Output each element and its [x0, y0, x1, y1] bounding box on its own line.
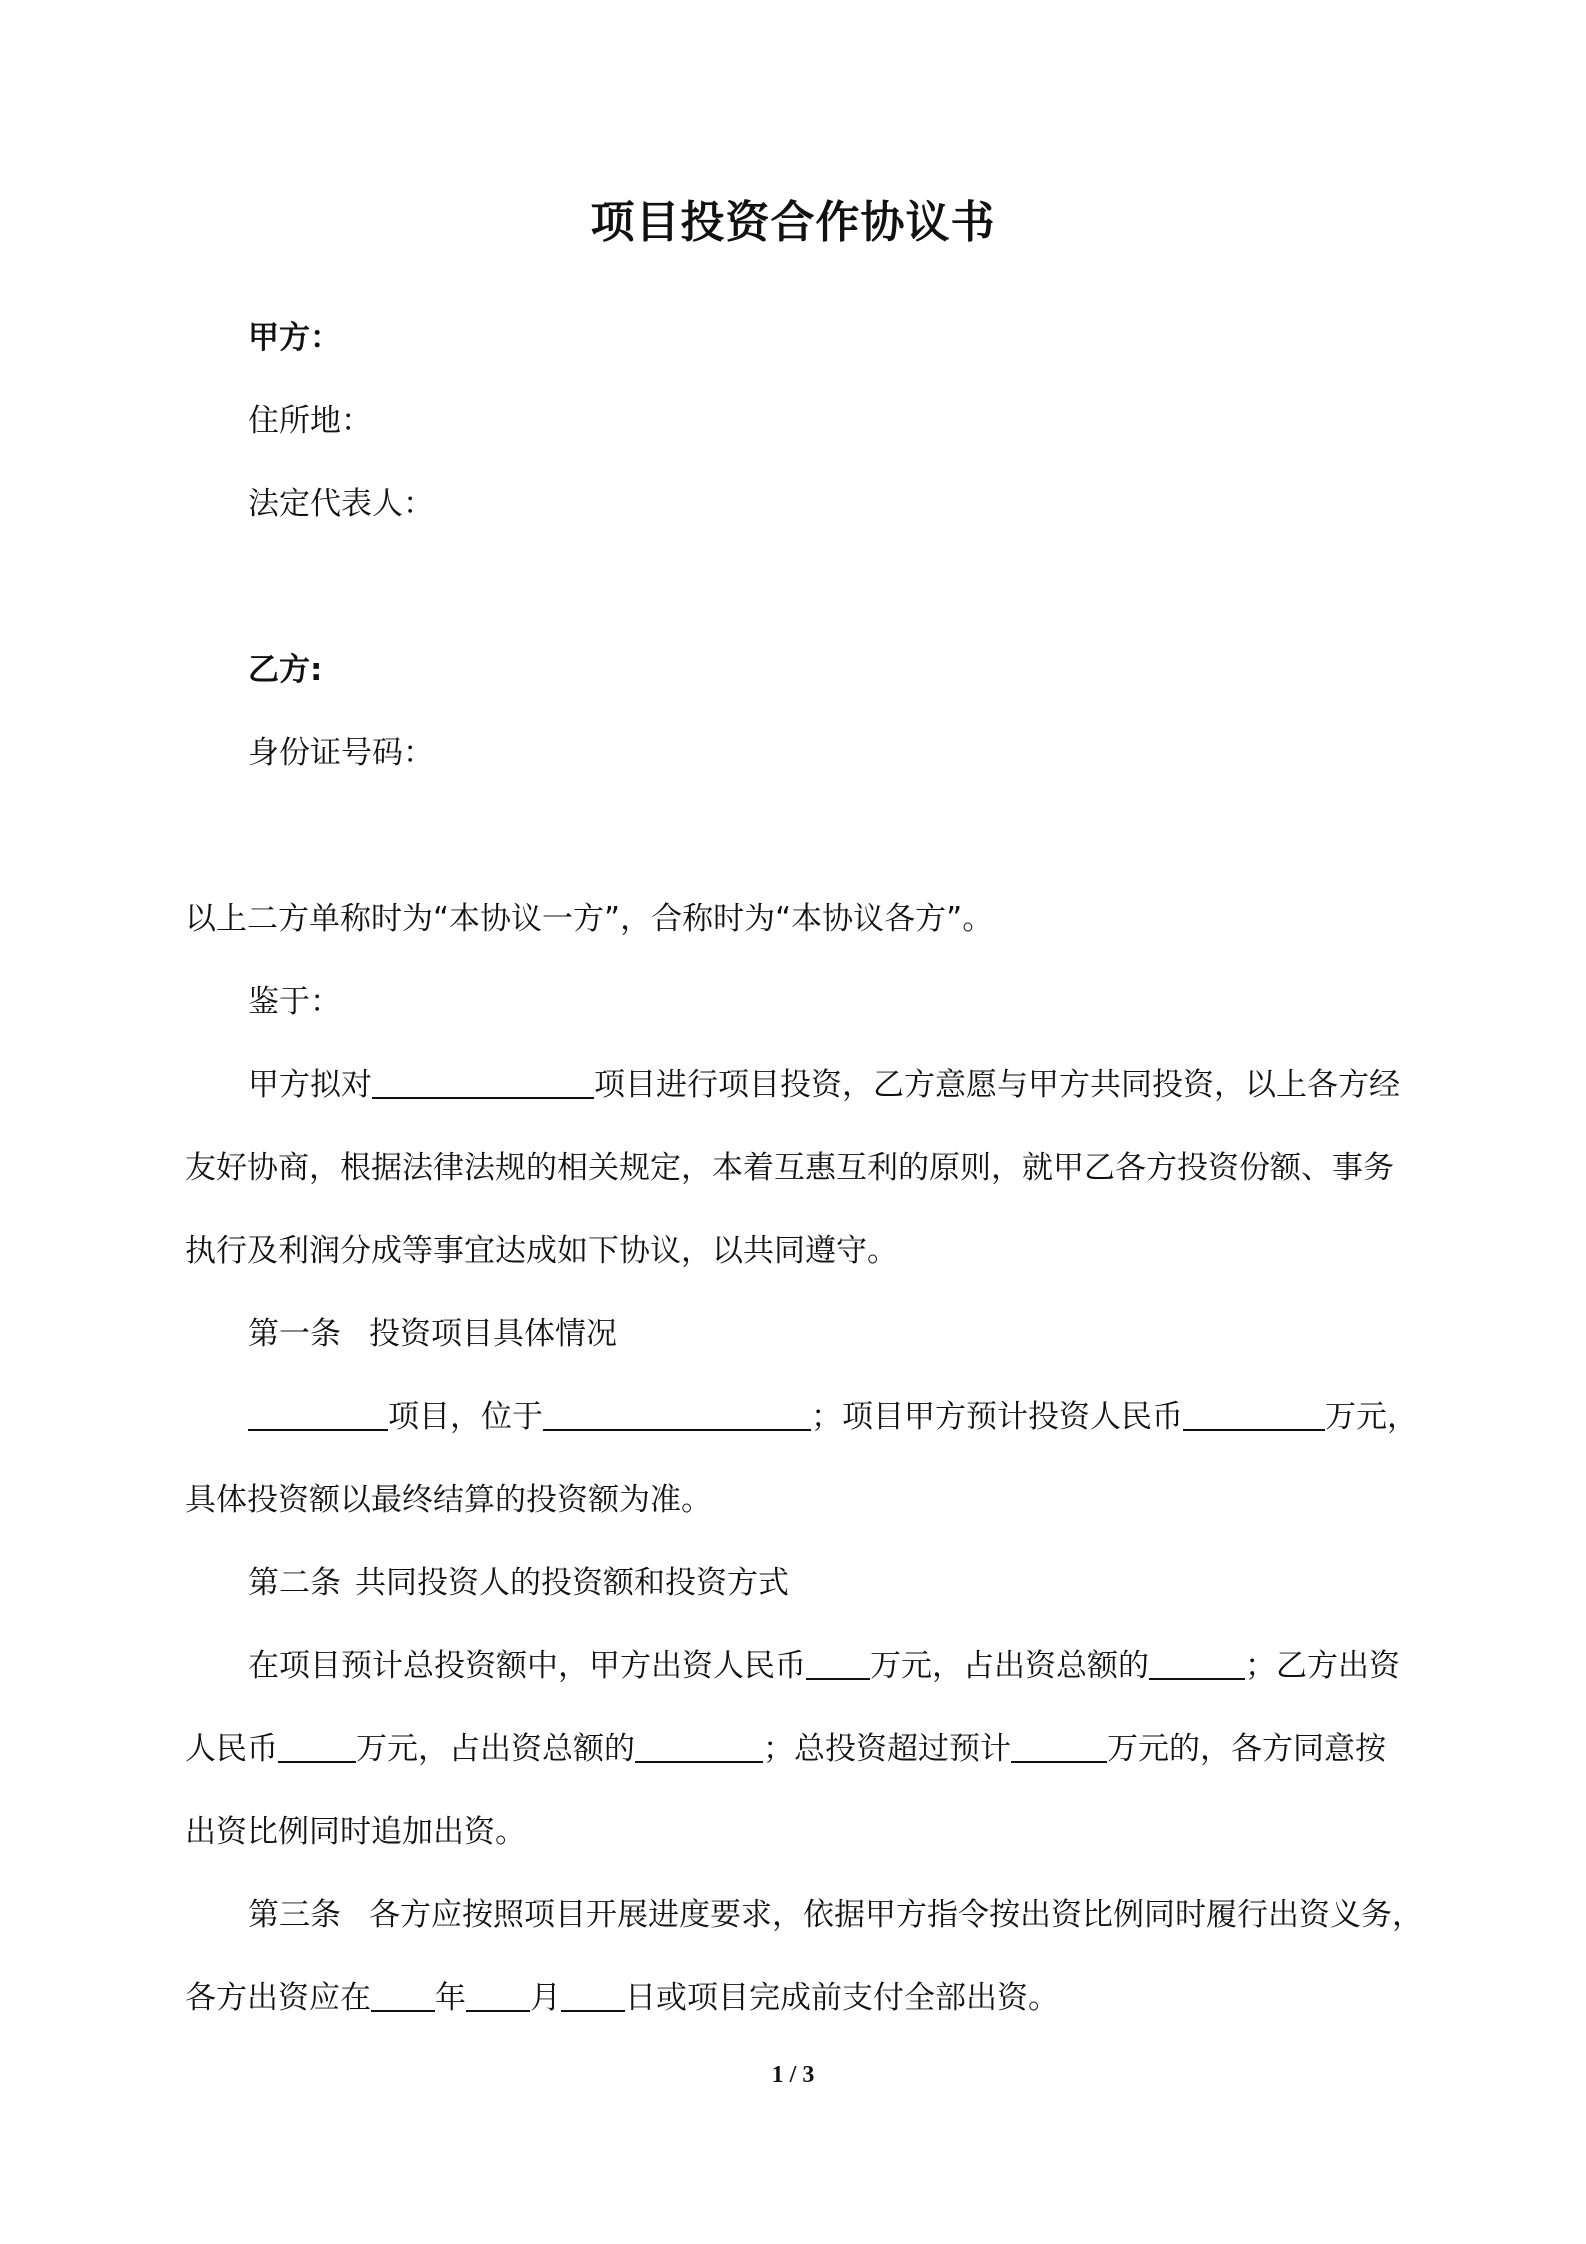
article-2-heading [248, 1563, 1455, 1603]
party-b-share-blank [635, 1731, 763, 1763]
intro-paragraph: 以上二方单称时为“本协议一方”，合称时为“本协议各方”。 [185, 901, 994, 937]
party-b-id-label: 身份证号码： [248, 735, 434, 771]
party-a-share-blank [1149, 1648, 1245, 1680]
article-3-line-1 [248, 1895, 1455, 1935]
location-blank [543, 1399, 811, 1431]
article-2-line-1 [248, 1646, 1455, 1686]
article-number: 第三条 [248, 1897, 341, 1933]
article-1-line-2: 具体投资额以最终结算的投资额为准。 [185, 1482, 712, 1518]
day-blank [561, 1980, 625, 2012]
year-blank [371, 1980, 435, 2012]
whereas-text: 项目进行项目投资，乙方意愿与甲方共同投资，以上各方经 [594, 1067, 1400, 1103]
month-blank [466, 1980, 530, 2012]
article-text: 月 [530, 1980, 561, 2016]
project-blank [248, 1399, 388, 1431]
whereas-text: 甲方拟对 [248, 1067, 372, 1103]
article-text: 万元，占出资总额的 [356, 1731, 635, 1767]
party-b-label: 乙方: [248, 652, 323, 688]
article-number: 第二条 [248, 1565, 341, 1601]
article-text: 各方出资应在 [185, 1980, 371, 2016]
party-a-address-label: 住所地： [248, 403, 372, 439]
whereas-line-1 [248, 1065, 1455, 1105]
article-text: 各方应按照项目开展进度要求，依据甲方指令按出资比例同时履行出资义务， [369, 1897, 1423, 1933]
article-1-heading [248, 1314, 1455, 1354]
article-3-line-2 [185, 1978, 1455, 2018]
party-a-amount-blank [806, 1648, 870, 1680]
overage-amount-blank [1011, 1731, 1107, 1763]
article-text: 年 [435, 1980, 466, 2016]
party-a-legal-rep-label: 法定代表人： [248, 486, 434, 522]
article-number: 第一条 [248, 1316, 341, 1352]
article-text: 项目，位于 [388, 1399, 543, 1435]
whereas-label: 鉴于： [248, 984, 341, 1020]
page-number: 1 / 3 [771, 2062, 815, 2088]
whereas-line-3: 执行及利润分成等事宜达成如下协议，以共同遵守。 [185, 1233, 898, 1269]
article-text: ；乙方出资 [1245, 1648, 1400, 1684]
article-text: 万元的，各方同意按 [1107, 1731, 1386, 1767]
whereas-line-2: 友好协商，根据法律法规的相关规定，本着互惠互利的原则，就甲乙各方投资份额、事务 [185, 1150, 1394, 1186]
party-a-label: 甲方： [248, 320, 341, 356]
article-text: 日或项目完成前支付全部出资。 [625, 1980, 1059, 2016]
article-title: 投资项目具体情况 [369, 1316, 617, 1352]
article-text: ；项目甲方预计投资人民币 [811, 1399, 1183, 1435]
article-2-line-3: 出资比例同时追加出资。 [185, 1814, 526, 1850]
article-text: ；总投资超过预计 [763, 1731, 1011, 1767]
article-text: 人民币 [185, 1731, 278, 1767]
document-title: 项目投资合作协议书 [590, 197, 996, 248]
article-title: 共同投资人的投资额和投资方式 [355, 1565, 789, 1601]
article-text: 在项目预计总投资额中，甲方出资人民币 [248, 1648, 806, 1684]
article-2-line-2 [185, 1729, 1455, 1769]
article-text: 万元，占出资总额的 [870, 1648, 1149, 1684]
party-b-amount-blank [278, 1731, 356, 1763]
amount-blank [1183, 1399, 1325, 1431]
project-name-blank [372, 1067, 594, 1099]
article-1-line-1 [248, 1397, 1455, 1437]
article-text: 万元， [1325, 1399, 1418, 1435]
